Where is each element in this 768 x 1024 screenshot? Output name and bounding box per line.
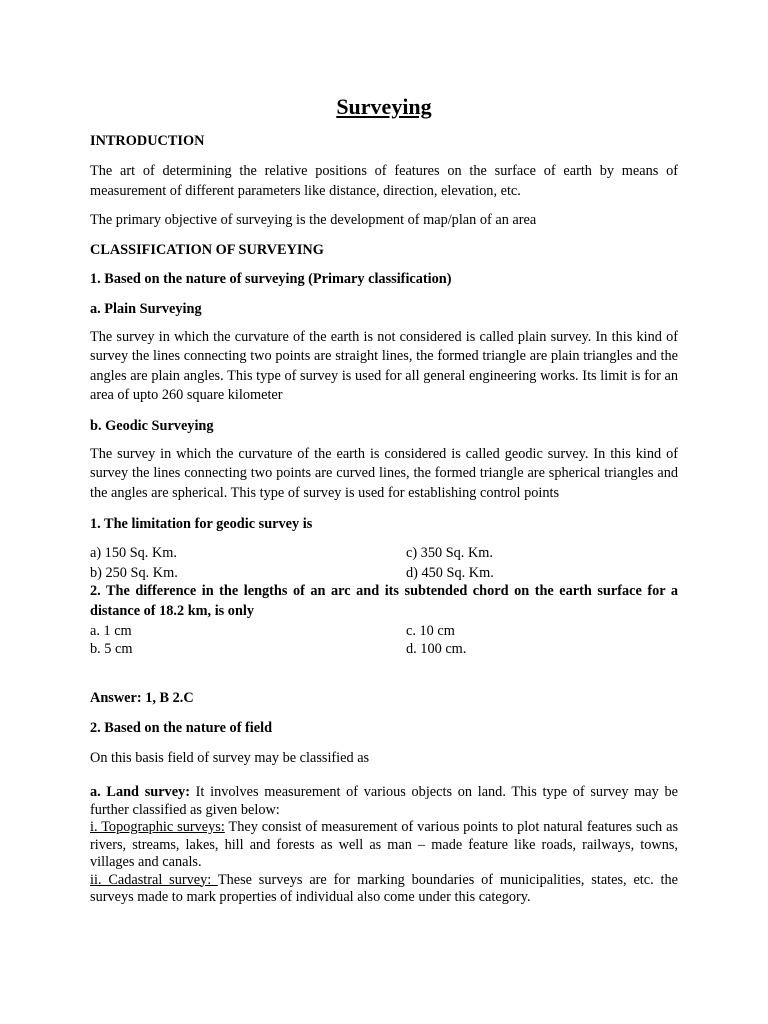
primary-classification-heading: 1. Based on the nature of surveying (Primary classification) (90, 271, 452, 287)
question-1-option-a: a) 150 Sq. Km. (90, 545, 177, 561)
land-survey-paragraph (90, 784, 678, 907)
question-2-option-c: c. 10 cm (406, 623, 455, 639)
plain-surveying-heading: a. Plain Surveying (90, 301, 202, 317)
question-2-option-b: b. 5 cm (90, 641, 133, 657)
cadastral-survey-label: ii. Cadastral survey: (90, 871, 218, 888)
field-intro: On this basis field of survey may be classified as (90, 750, 370, 766)
question-2: 2. The difference in the lengths of an arc and its subtended chord on the earth surface for a distance of 18.2 km, is only (90, 583, 678, 619)
question-2-option-a: a. 1 cm (90, 623, 132, 639)
question-1: 1. The limitation for geodic survey is (90, 516, 313, 532)
answer-line: Answer: 1, B 2.C (90, 690, 194, 706)
page-title: Surveying (336, 94, 432, 119)
topographic-survey-label: i. Topographic surveys: (90, 819, 225, 835)
field-heading: 2. Based on the nature of field (90, 720, 273, 736)
land-survey-text: It involves measurement of various objects on land. This type of survey may be further classified as given below: (90, 784, 678, 818)
topographic-survey-text: They consist of measurement of various points to plot natural features such as rivers, streams, lakes, hill and forests as well as man – made feature like roads, railways, towns, villages and canals. (90, 819, 679, 870)
introduction-paragraph: The art of determining the relative positions of features on the surface of earth by means of measurement of different parameters like distance, direction, elevation, etc. (90, 163, 678, 199)
classification-heading: CLASSIFICATION OF SURVEYING (90, 242, 324, 258)
question-1-option-c: c) 350 Sq. Km. (406, 545, 493, 561)
introduction-heading: INTRODUCTION (90, 133, 205, 149)
question-2-option-d: d. 100 cm. (406, 641, 467, 657)
geodic-surveying-heading: b. Geodic Surveying (90, 418, 214, 434)
plain-surveying-paragraph: The survey in which the curvature of the earth is not considered is called plain survey. In this kind of survey the lines connecting two points are straight lines, the formed triangle are plain triangles and the angles are plain angles. This type of survey is used for all general engineering works. Its limit is for an area of upto 260 square kilometer (90, 329, 678, 403)
geodic-surveying-paragraph: The survey in which the curvature of the earth is considered is called geodic survey. In this kind of survey the lines connecting two points are curved lines, the formed triangle are spherical triangles and the angles are spherical. This type of survey is used for establishing control points (90, 446, 678, 501)
cadastral-survey-text: These surveys are for marking boundaries of municipalities, states, etc. the surveys made to mark properties of individual also come under this category. (90, 871, 678, 905)
question-1-option-d: d) 450 Sq. Km. (406, 565, 494, 581)
question-1-option-b: b) 250 Sq. Km. (90, 565, 178, 581)
objective-paragraph: The primary objective of surveying is the development of map/plan of an area (90, 212, 537, 228)
land-survey-label: a. Land survey: (90, 784, 190, 800)
